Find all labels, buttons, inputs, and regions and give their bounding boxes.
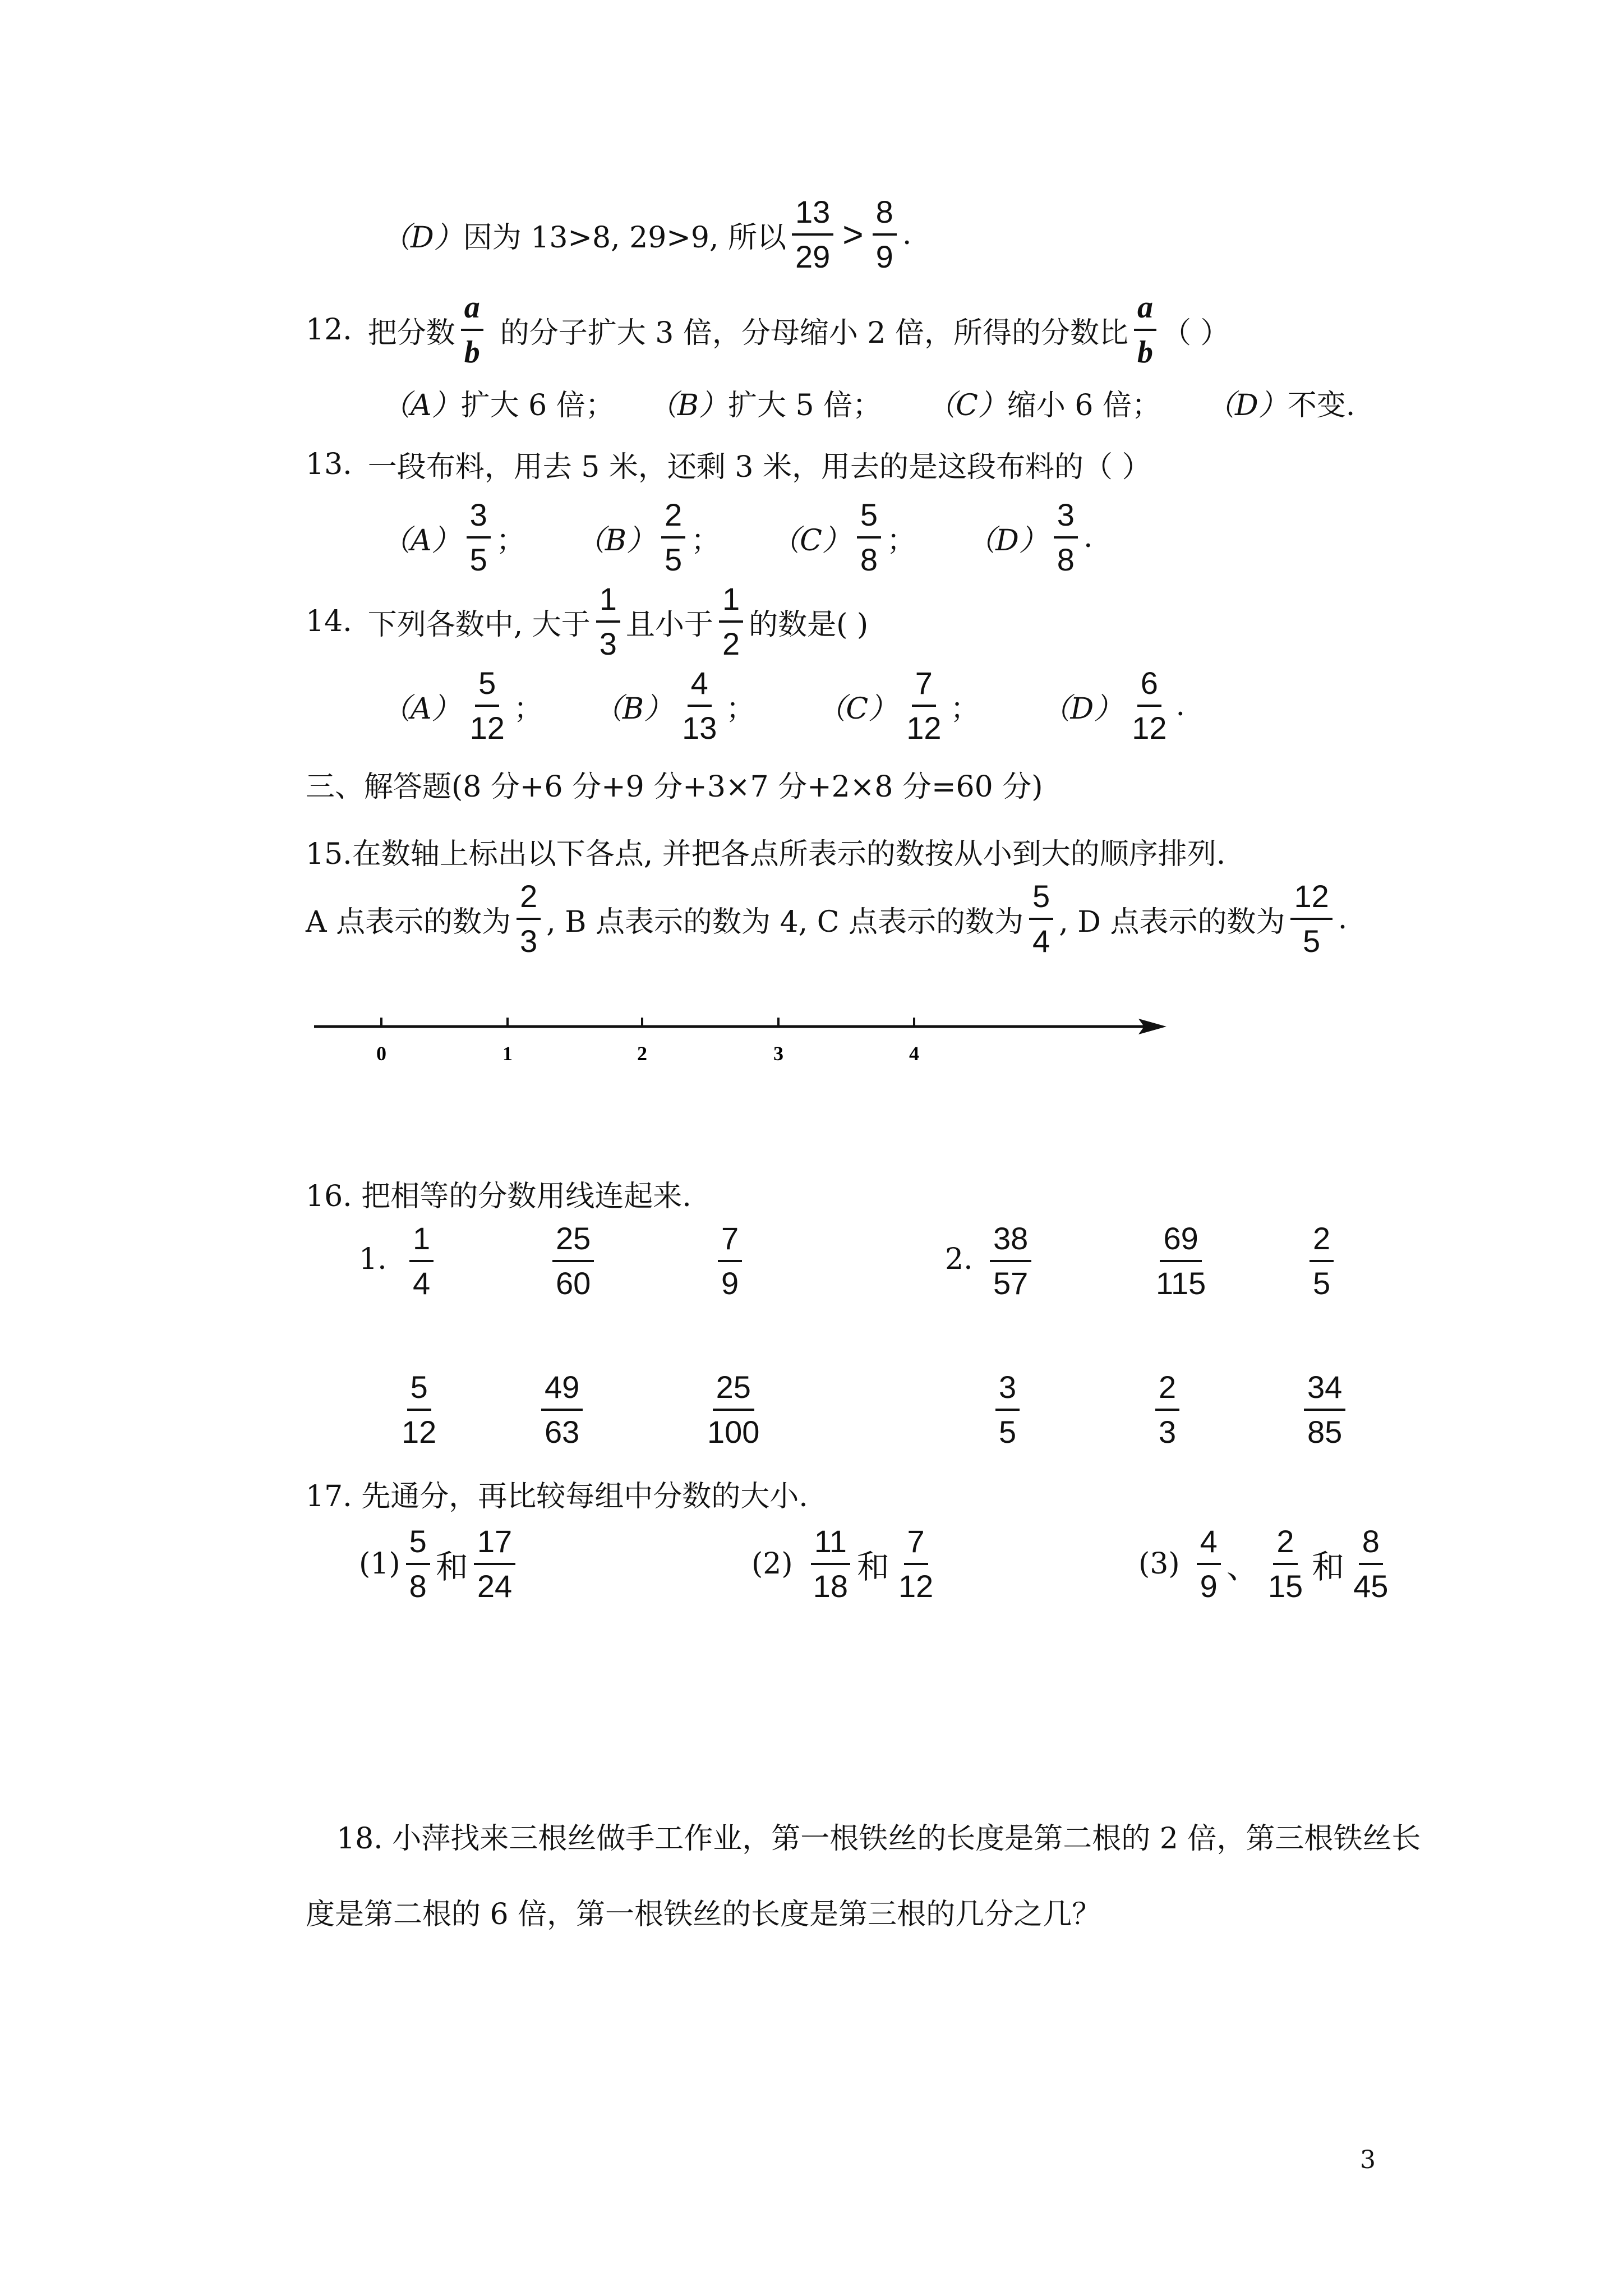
fraction: $\frac{5}{12}$ xyxy=(402,1369,437,1450)
fraction: $\frac{11}{18}$ xyxy=(810,1526,851,1602)
fraction: $\frac{5}{4}$ xyxy=(1029,881,1053,957)
q18-line1: 18. 小萍找来三根丝做手工作业，第一根铁丝的长度是第二根的 2 倍，第三根铁丝长 xyxy=(336,1822,1421,1856)
axis-tick-label: 2 xyxy=(637,1042,647,1065)
fraction: $\frac{3}{5}$ xyxy=(467,499,491,576)
option: （D）不变. xyxy=(1206,389,1355,422)
axis-tick-label: 1 xyxy=(502,1042,513,1065)
q16-title: 16. 把相等的分数用线连起来. xyxy=(306,1180,691,1213)
fraction: $\frac{1}{4}$ xyxy=(404,1223,439,1299)
fraction: $\frac{a}{b}$ xyxy=(1134,292,1156,368)
fraction: $\frac{7}{12}$ xyxy=(906,665,942,746)
q12-options xyxy=(381,381,1355,424)
fraction: $\frac{a}{b}$ xyxy=(461,292,483,368)
axis-tick-label: 0 xyxy=(376,1042,386,1065)
fraction: $\frac{69}{115}$ xyxy=(1156,1221,1206,1301)
question-number: 12. xyxy=(306,313,352,347)
q13-stem: 13. 一段布料，用去 5 米，还剩 3 米，用去的是这段布料的（ ） xyxy=(306,447,1151,484)
group1-label: 1. xyxy=(359,1243,387,1276)
q11d-text: 因为 13>8, 29>9, 所以 xyxy=(463,220,786,255)
q11-option-d: （D） 因为 13>8, 29>9, 所以 $\frac{13}{29}$ > $\frac{8}{9}$ . xyxy=(381,194,912,274)
fraction: $\frac{4}{9}$ xyxy=(1197,1526,1221,1602)
fraction: $\frac{2}{3}$ xyxy=(1150,1372,1185,1448)
q15-points: A 点表示的数为 $\frac{2}{3}$ , B 点表示的数为 4, C 点表示的数为 $\frac{5}{4}$ , D 点表示的数为 $\frac{12}{5}$ . xyxy=(306,878,1348,959)
fraction: $\frac{1}{2}$ xyxy=(719,583,743,660)
fraction: $\frac{7}{12}$ xyxy=(898,1524,934,1604)
q17-title: 17. 先通分，再比较每组中分数的大小. xyxy=(306,1480,808,1513)
fraction: $\frac{5}{12}$ xyxy=(469,665,505,746)
fraction: $\frac{25}{60}$ xyxy=(547,1223,600,1299)
group2-label: 2. xyxy=(945,1243,973,1276)
q17-part2: (2) $\frac{11}{18}$ 和 $\frac{7}{12}$ xyxy=(751,1526,942,1602)
fraction: $\frac{17}{24}$ xyxy=(474,1526,515,1602)
fraction: $\frac{5}{8}$ xyxy=(406,1526,430,1602)
fraction: $\frac{13}{29}$ xyxy=(792,196,833,273)
fraction: $\frac{3}{5}$ xyxy=(990,1372,1025,1448)
option: （A）扩大 6 倍； xyxy=(381,389,615,422)
fraction: $\frac{1}{3}$ xyxy=(596,583,620,660)
fraction: $\frac{8}{9}$ xyxy=(873,196,897,273)
fraction: $\frac{6}{12}$ xyxy=(1132,665,1167,746)
fraction: $\frac{49}{63}$ xyxy=(536,1372,588,1448)
number-line xyxy=(303,1004,1178,1088)
question-number: 14. xyxy=(306,605,352,638)
question-number: 13. xyxy=(306,447,352,481)
fraction: $\frac{8}{45}$ xyxy=(1353,1524,1389,1604)
axis-tick-label: 4 xyxy=(909,1042,919,1065)
axis-tick-label: 3 xyxy=(773,1042,783,1065)
q12-stem: 12. 把分数 $\frac{a}{b}$ 的分子扩大 3 倍，分母缩小 2 倍，所得的分数比 $\frac{a}{b}$ （ ） xyxy=(306,290,1230,370)
fraction: $\frac{2}{5}$ xyxy=(661,499,685,576)
fraction: $\frac{5}{8}$ xyxy=(857,499,881,576)
section-heading: 三、解答题(8 分+6 分+9 分+3×7 分+2×8 分=60 分) xyxy=(306,770,1043,804)
fraction: $\frac{4}{13}$ xyxy=(682,665,717,746)
option: （C）缩小 6 倍； xyxy=(926,389,1161,422)
q17-part1: (1) $\frac{5}{8}$ 和 $\frac{17}{24}$ xyxy=(359,1526,521,1602)
q14-options: （A） $\frac{5}{12}$ ； （B） $\frac{4}{13}$ ； （C） $\frac{7}{12}$ ； （D） $\frac{6}{12}$ . xyxy=(381,665,1186,746)
page-number: 3 xyxy=(1360,2146,1376,2174)
fraction: $\frac{34}{85}$ xyxy=(1298,1372,1351,1448)
answer-blank: （ ） xyxy=(1162,316,1230,350)
q17-part3: (3) $\frac{4}{9}$ 、 $\frac{2}{15}$ 和 $\frac{8}{45}$ xyxy=(1138,1526,1397,1602)
fraction: $\frac{2}{15}$ xyxy=(1267,1524,1303,1604)
greater-than-sign: > xyxy=(842,214,864,255)
fraction: $\frac{2}{3}$ xyxy=(517,881,541,957)
q14-stem: 14. 下列各数中, 大于 $\frac{1}{3}$ 且小于 $\frac{1}{2}$ 的数是( ) xyxy=(306,581,869,661)
q13-options: （A） $\frac{3}{5}$ ； （B） $\frac{2}{5}$ ； （C） $\frac{5}{8}$ ； （D） $\frac{3}{8}$ . xyxy=(381,497,1093,577)
fraction: $\frac{2}{5}$ xyxy=(1304,1223,1339,1299)
option: （B）扩大 5 倍； xyxy=(648,389,882,422)
q18-line2: 度是第二根的 6 倍，第一根铁丝的长度是第三根的几分之几？ xyxy=(306,1898,1101,1931)
fraction: $\frac{25}{100}$ xyxy=(707,1369,760,1450)
option-tag: （D） xyxy=(381,220,463,255)
q15-title: 15.在数轴上标出以下各点, 并把各点所表示的数按从小到大的顺序排列. xyxy=(306,838,1226,871)
fraction: $\frac{12}{5}$ xyxy=(1290,881,1332,957)
fraction: $\frac{7}{9}$ xyxy=(712,1223,748,1299)
fraction: $\frac{3}{8}$ xyxy=(1054,499,1078,576)
fraction: $\frac{38}{57}$ xyxy=(984,1223,1037,1299)
